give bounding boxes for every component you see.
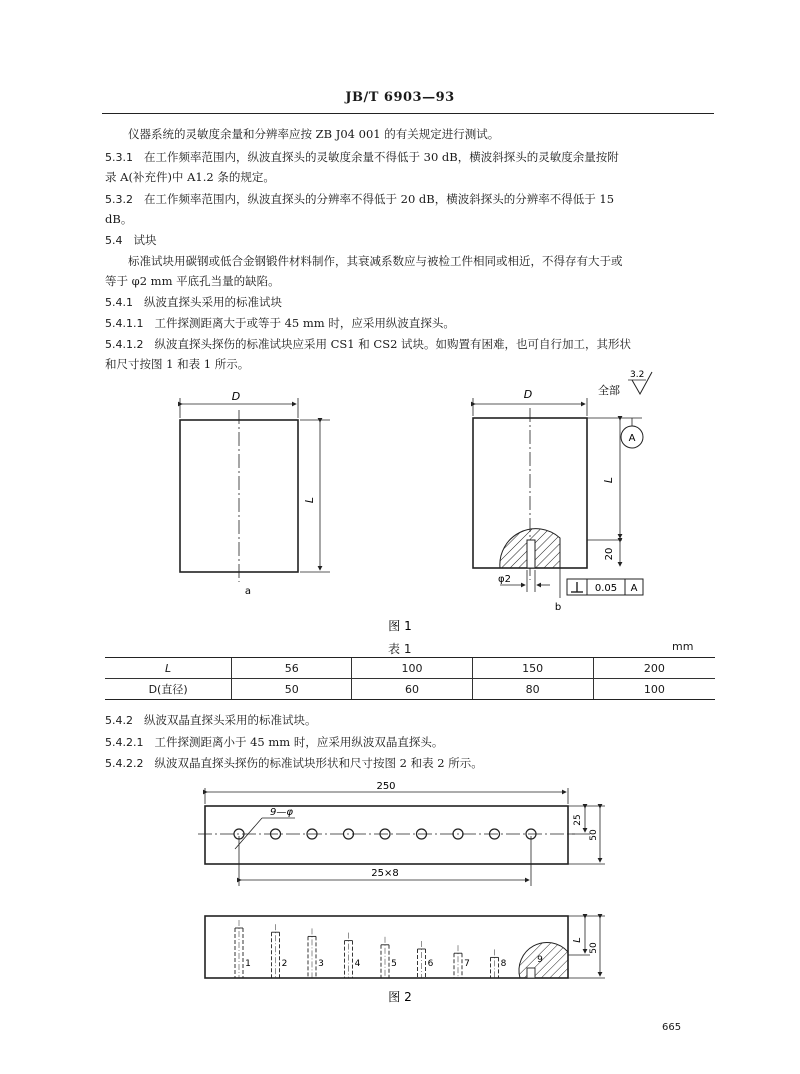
fig1b-label-L: L — [602, 476, 615, 484]
hole-number-label: 2 — [281, 959, 288, 969]
clause-text: 纵波直探头探伤的标准试块应采用 CS1 和 CS2 试块。如购置有困难，也可自行加工，其形状 — [154, 337, 632, 351]
table-1-unit: mm — [672, 640, 694, 653]
clause-number: 5.4 — [105, 234, 123, 247]
clause-text: 工件探测距离小于 45 mm 时，应采用纵波双晶直探头。 — [154, 735, 444, 749]
clause-number: 5.4.1 — [105, 296, 133, 309]
clause-text: 纵波直探头采用的标准试块 — [143, 295, 282, 309]
side-hole — [345, 933, 361, 978]
clause-text: 工件探测距离大于或等于 45 mm 时，应采用纵波直探头。 — [154, 316, 455, 330]
clause-5-3-2-cont: dB。 — [105, 212, 133, 226]
figure-2-drawing — [0, 770, 800, 1020]
fig1a-label-D: D — [231, 390, 241, 403]
standard-code-header: JB/T 6903—93 — [345, 90, 455, 105]
clause-number: 5.3.2 — [105, 193, 133, 206]
fig2-label-L: L — [572, 937, 583, 943]
clause-number: 5.4.1.2 — [105, 338, 144, 351]
fig2-spacing: 25×8 — [371, 868, 399, 879]
side-hole — [454, 945, 470, 978]
table-cell: 150 — [472, 658, 593, 679]
clause-number: 5.4.1.1 — [105, 317, 144, 330]
side-hole — [308, 928, 324, 978]
table-cell: 80 — [472, 679, 593, 700]
paragraph-test-block: 标准试块用碳钢或低合金钢锻件材料制作，其衰减系数应与被检工件相同或相近，不得存有大于或 — [128, 254, 623, 268]
page-number: 665 — [662, 1022, 682, 1033]
table-cell: D(直径) — [105, 679, 232, 700]
hole-number-label: 5 — [391, 959, 397, 969]
block-top-view — [198, 788, 605, 886]
hole-number-label: 1 — [245, 959, 251, 969]
side-hole — [418, 941, 434, 978]
fig1b-tolerance-datum: A — [630, 583, 638, 594]
table-cell: L — [105, 658, 232, 679]
hole-number-label: 7 — [464, 959, 470, 969]
hole-number-label: 9 — [537, 955, 543, 965]
table-cell: 100 — [352, 658, 472, 679]
fig1b-label-D: D — [523, 388, 533, 401]
table-row — [105, 679, 715, 700]
fig1-label-b: b — [554, 602, 562, 613]
clause-number: 5.3.1 — [105, 151, 133, 164]
side-hole — [491, 949, 507, 978]
fig2-dim-50b: 50 — [589, 942, 599, 954]
fig1b-finish-text: 全部 — [598, 384, 620, 397]
clause-number: 5.4.2.2 — [105, 757, 144, 770]
fig1a-label-L: L — [303, 496, 316, 504]
fig1b-datum-a: A — [628, 433, 636, 444]
hole-number-label: 3 — [318, 959, 324, 969]
figure-1-caption: 图 1 — [388, 619, 412, 633]
side-hole — [235, 920, 251, 978]
hole-number-label: 6 — [427, 959, 434, 969]
block-a — [180, 398, 330, 582]
figure-2-caption: 图 2 — [388, 990, 412, 1004]
clause-text: 纵波双晶直探头采用的标准试块。 — [143, 713, 317, 727]
clause-text: 纵波双晶直探头探伤的标准试块形状和尺寸按图 2 和表 2 所示。 — [154, 756, 483, 770]
fig1b-tolerance: 0.05 — [594, 583, 618, 594]
clause-5-4-2-1 — [105, 732, 715, 753]
fig1-label-a: a — [244, 586, 252, 597]
hole-number-label: 4 — [354, 959, 361, 969]
fig1b-phi2: φ2 — [498, 574, 511, 585]
hole-number-label: 8 — [500, 959, 507, 969]
clause-text: 在工作频率范围内，纵波直探头的灵敏度余量不得低于 30 dB，横波斜探头的灵敏度余量按附 — [143, 150, 619, 164]
fig2-holes: 9—φ — [270, 807, 293, 818]
block-side-view — [205, 916, 605, 978]
table-cell: 100 — [593, 679, 715, 700]
paragraph-test-block-cont: 等于 φ2 mm 平底孔当量的缺陷。 — [105, 274, 280, 288]
fig1b-roughness: 3.2 — [630, 370, 645, 380]
table-cell: 60 — [352, 679, 472, 700]
clause-text: 在工作频率范围内，纵波直探头的分辨率不得低于 20 dB，横波斜探头的分辨率不得低于 15 — [143, 192, 615, 206]
fig2-dim-25: 25 — [573, 814, 583, 826]
clause-text: 试块 — [133, 233, 157, 247]
paragraph-sensitivity-test: 仪器系统的灵敏度余量和分辨率应按 ZB J04 001 的有关规定进行测试。 — [128, 127, 500, 141]
fig2-width: 250 — [376, 781, 396, 792]
clause-5-3-1-cont: 录 A(补充件)中 A1.2 条的规定。 — [105, 170, 275, 184]
table-1-title: 表 1 — [388, 642, 412, 656]
side-hole — [381, 937, 397, 978]
table-cell: 56 — [232, 658, 352, 679]
fig2-dim-50: 50 — [589, 829, 599, 841]
clause-5-4-1-2-cont: 和尺寸按图 1 和表 1 所示。 — [105, 357, 250, 371]
block-b — [473, 372, 652, 598]
fig1b-dim-20: 20 — [604, 547, 615, 561]
clause-number: 5.4.2 — [105, 714, 133, 727]
table-row — [105, 658, 715, 679]
table-1 — [105, 657, 715, 700]
side-hole — [272, 924, 288, 978]
clause-number: 5.4.2.1 — [105, 736, 144, 749]
clause-5-4-2 — [105, 710, 715, 731]
table-cell: 200 — [593, 658, 715, 679]
table-cell: 50 — [232, 679, 352, 700]
